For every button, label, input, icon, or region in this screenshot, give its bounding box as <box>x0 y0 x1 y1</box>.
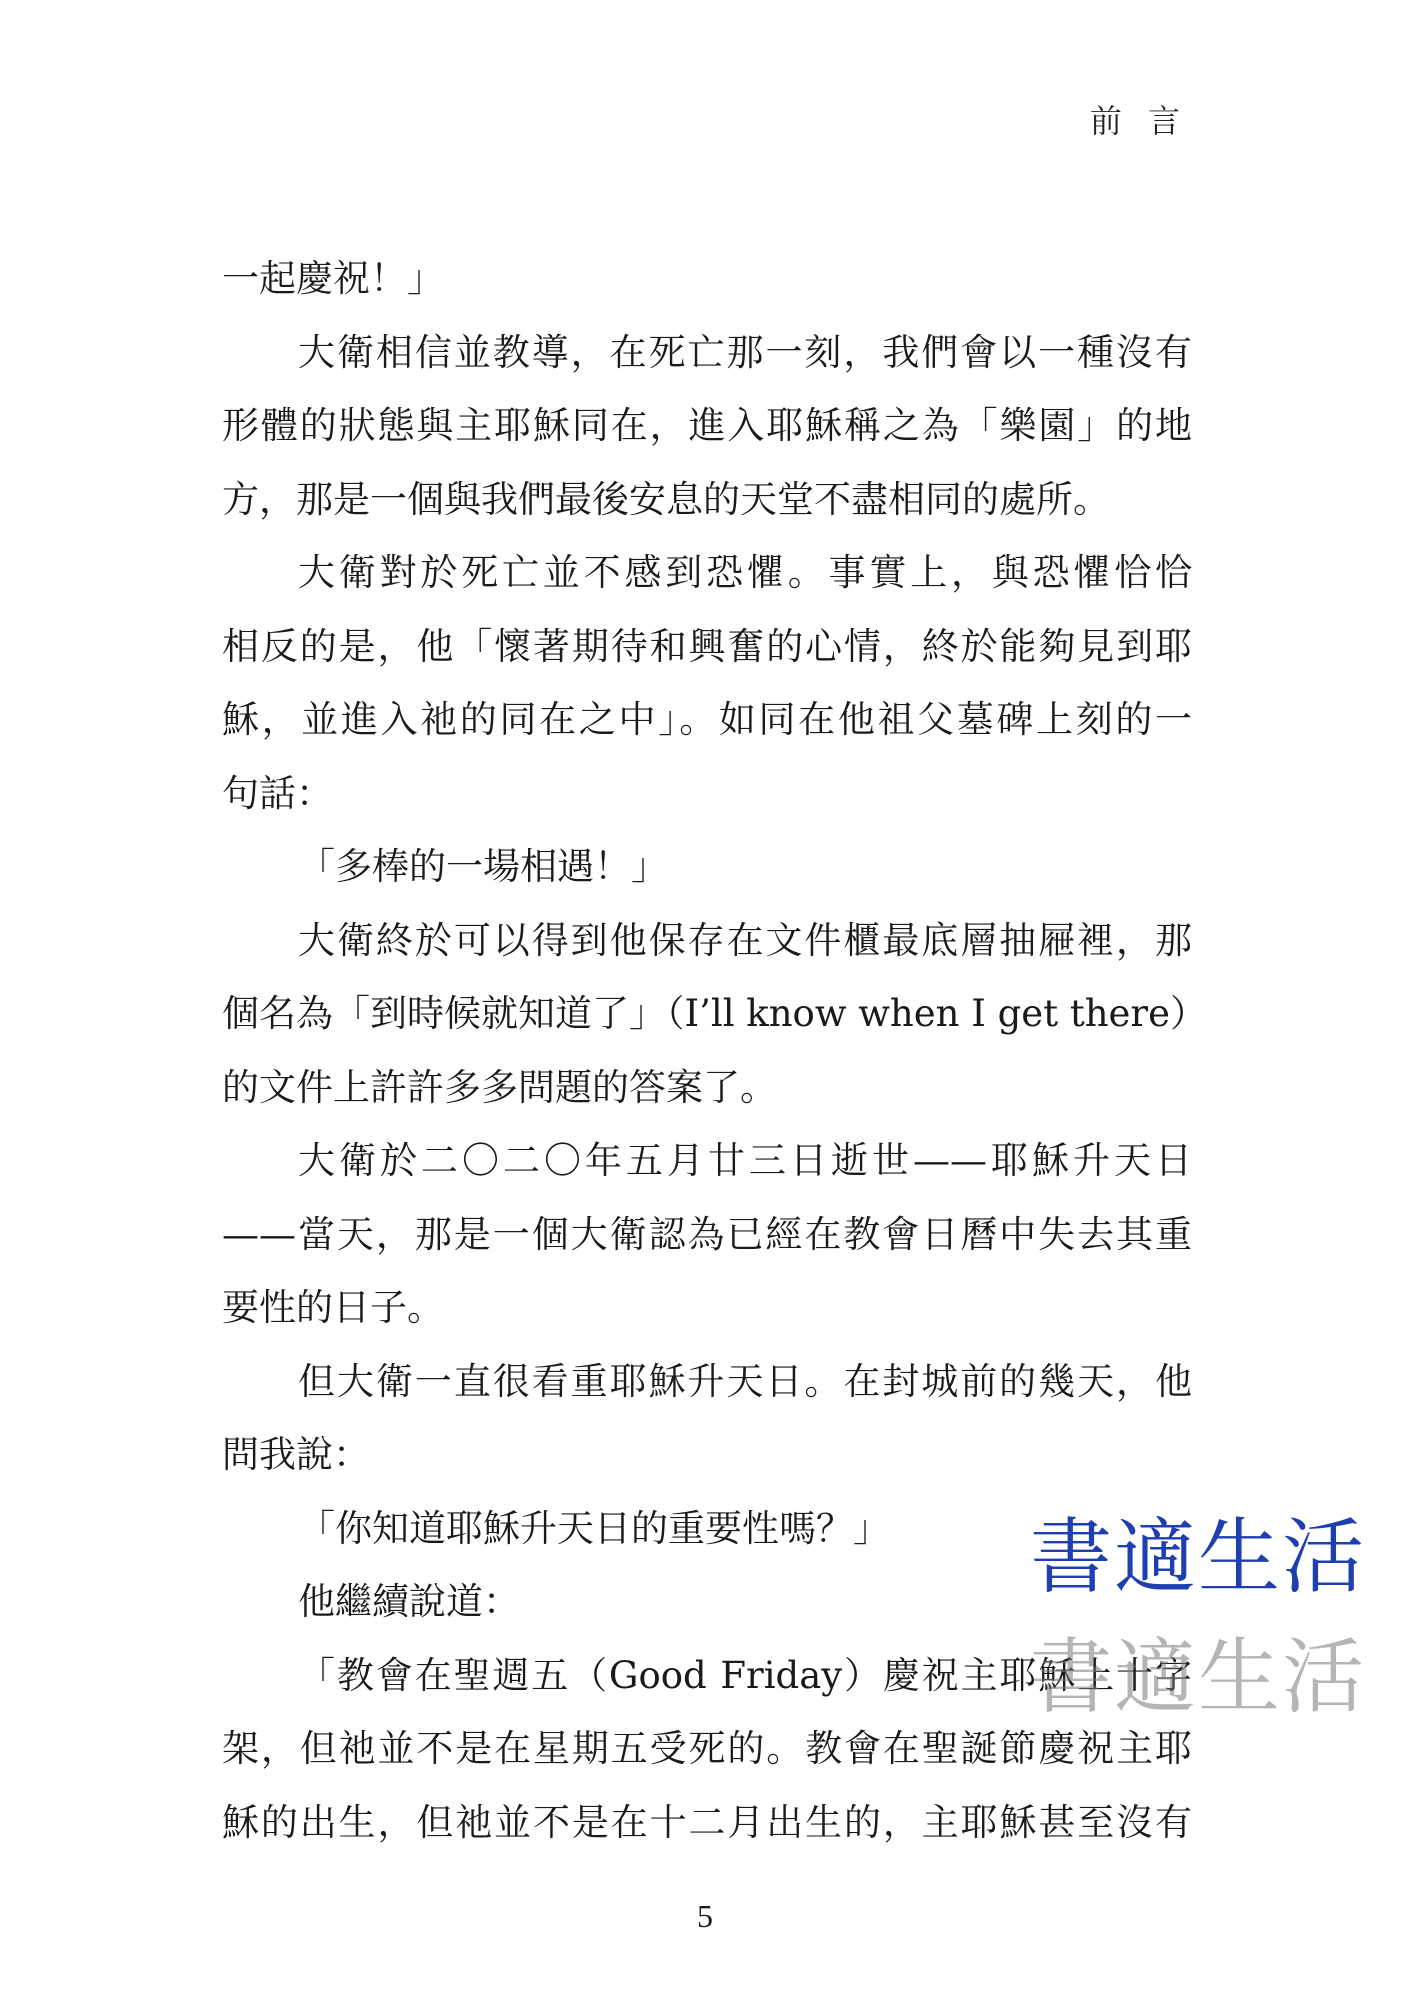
text-line: 方，那是一個與我們最後安息的天堂不盡相同的處所。 <box>222 477 1110 521</box>
text-line: 一起慶祝！」 <box>222 257 444 300</box>
text-line: 大衛終於可以得到他保存在文件櫃最底層抽屜裡，那 <box>298 918 1192 962</box>
text-line: 穌的出生，但祂並不是在十二月出生的，主耶穌甚至沒有 <box>222 1800 1192 1844</box>
running-header: 前 言 <box>1089 102 1188 140</box>
text-line: 要性的日子。 <box>222 1286 444 1329</box>
text-line: 個名為「到時候就知道了」（I’ll know when I get there） <box>222 992 1208 1035</box>
watermark-logo: 書適生活 <box>1030 1510 1367 1605</box>
text-line: ——當天，那是一個大衛認為已經在教會日曆中失去其重 <box>222 1212 1192 1256</box>
text-line: 架，但祂並不是在星期五受死的。教會在聖誕節慶祝主耶 <box>222 1727 1192 1770</box>
text-line: 相反的是，他「懷著期待和興奮的心情，終於能夠見到耶 <box>222 624 1192 668</box>
text-line: 「你知道耶穌升天日的重要性嗎？」 <box>298 1506 890 1550</box>
text-line: 大衛相信並教導，在死亡那一刻，我們會以一種沒有 <box>298 330 1192 374</box>
text-line: 但大衛一直很看重耶穌升天日。在封城前的幾天，他 <box>298 1359 1192 1403</box>
text-line: 的文件上許許多多問題的答案了。 <box>222 1065 777 1109</box>
text-line: 問我說： <box>222 1433 370 1476</box>
watermark-logo-faded: 書適生活 <box>1030 1630 1367 1725</box>
text-line: 大衛於二〇二〇年五月廿三日逝世——耶穌升天日 <box>298 1139 1192 1182</box>
text-line: 形體的狀態與主耶穌同在，進入耶穌稱之為「樂園」的地 <box>222 404 1192 447</box>
text-line: 句話： <box>222 771 333 815</box>
page-number: 5 <box>697 1898 713 1934</box>
text-line: 大衛對於死亡並不感到恐懼。事實上，與恐懼恰恰 <box>298 551 1192 594</box>
text-line: 他繼續說道： <box>298 1580 520 1623</box>
text-line: 穌，並進入祂的同在之中」。如同在他祖父墓碑上刻的一 <box>222 698 1192 741</box>
text-line: 「多棒的一場相遇！」 <box>298 845 668 888</box>
text-line: 「教會在聖週五（Good Friday）慶祝主耶穌上十字 <box>298 1653 1192 1697</box>
